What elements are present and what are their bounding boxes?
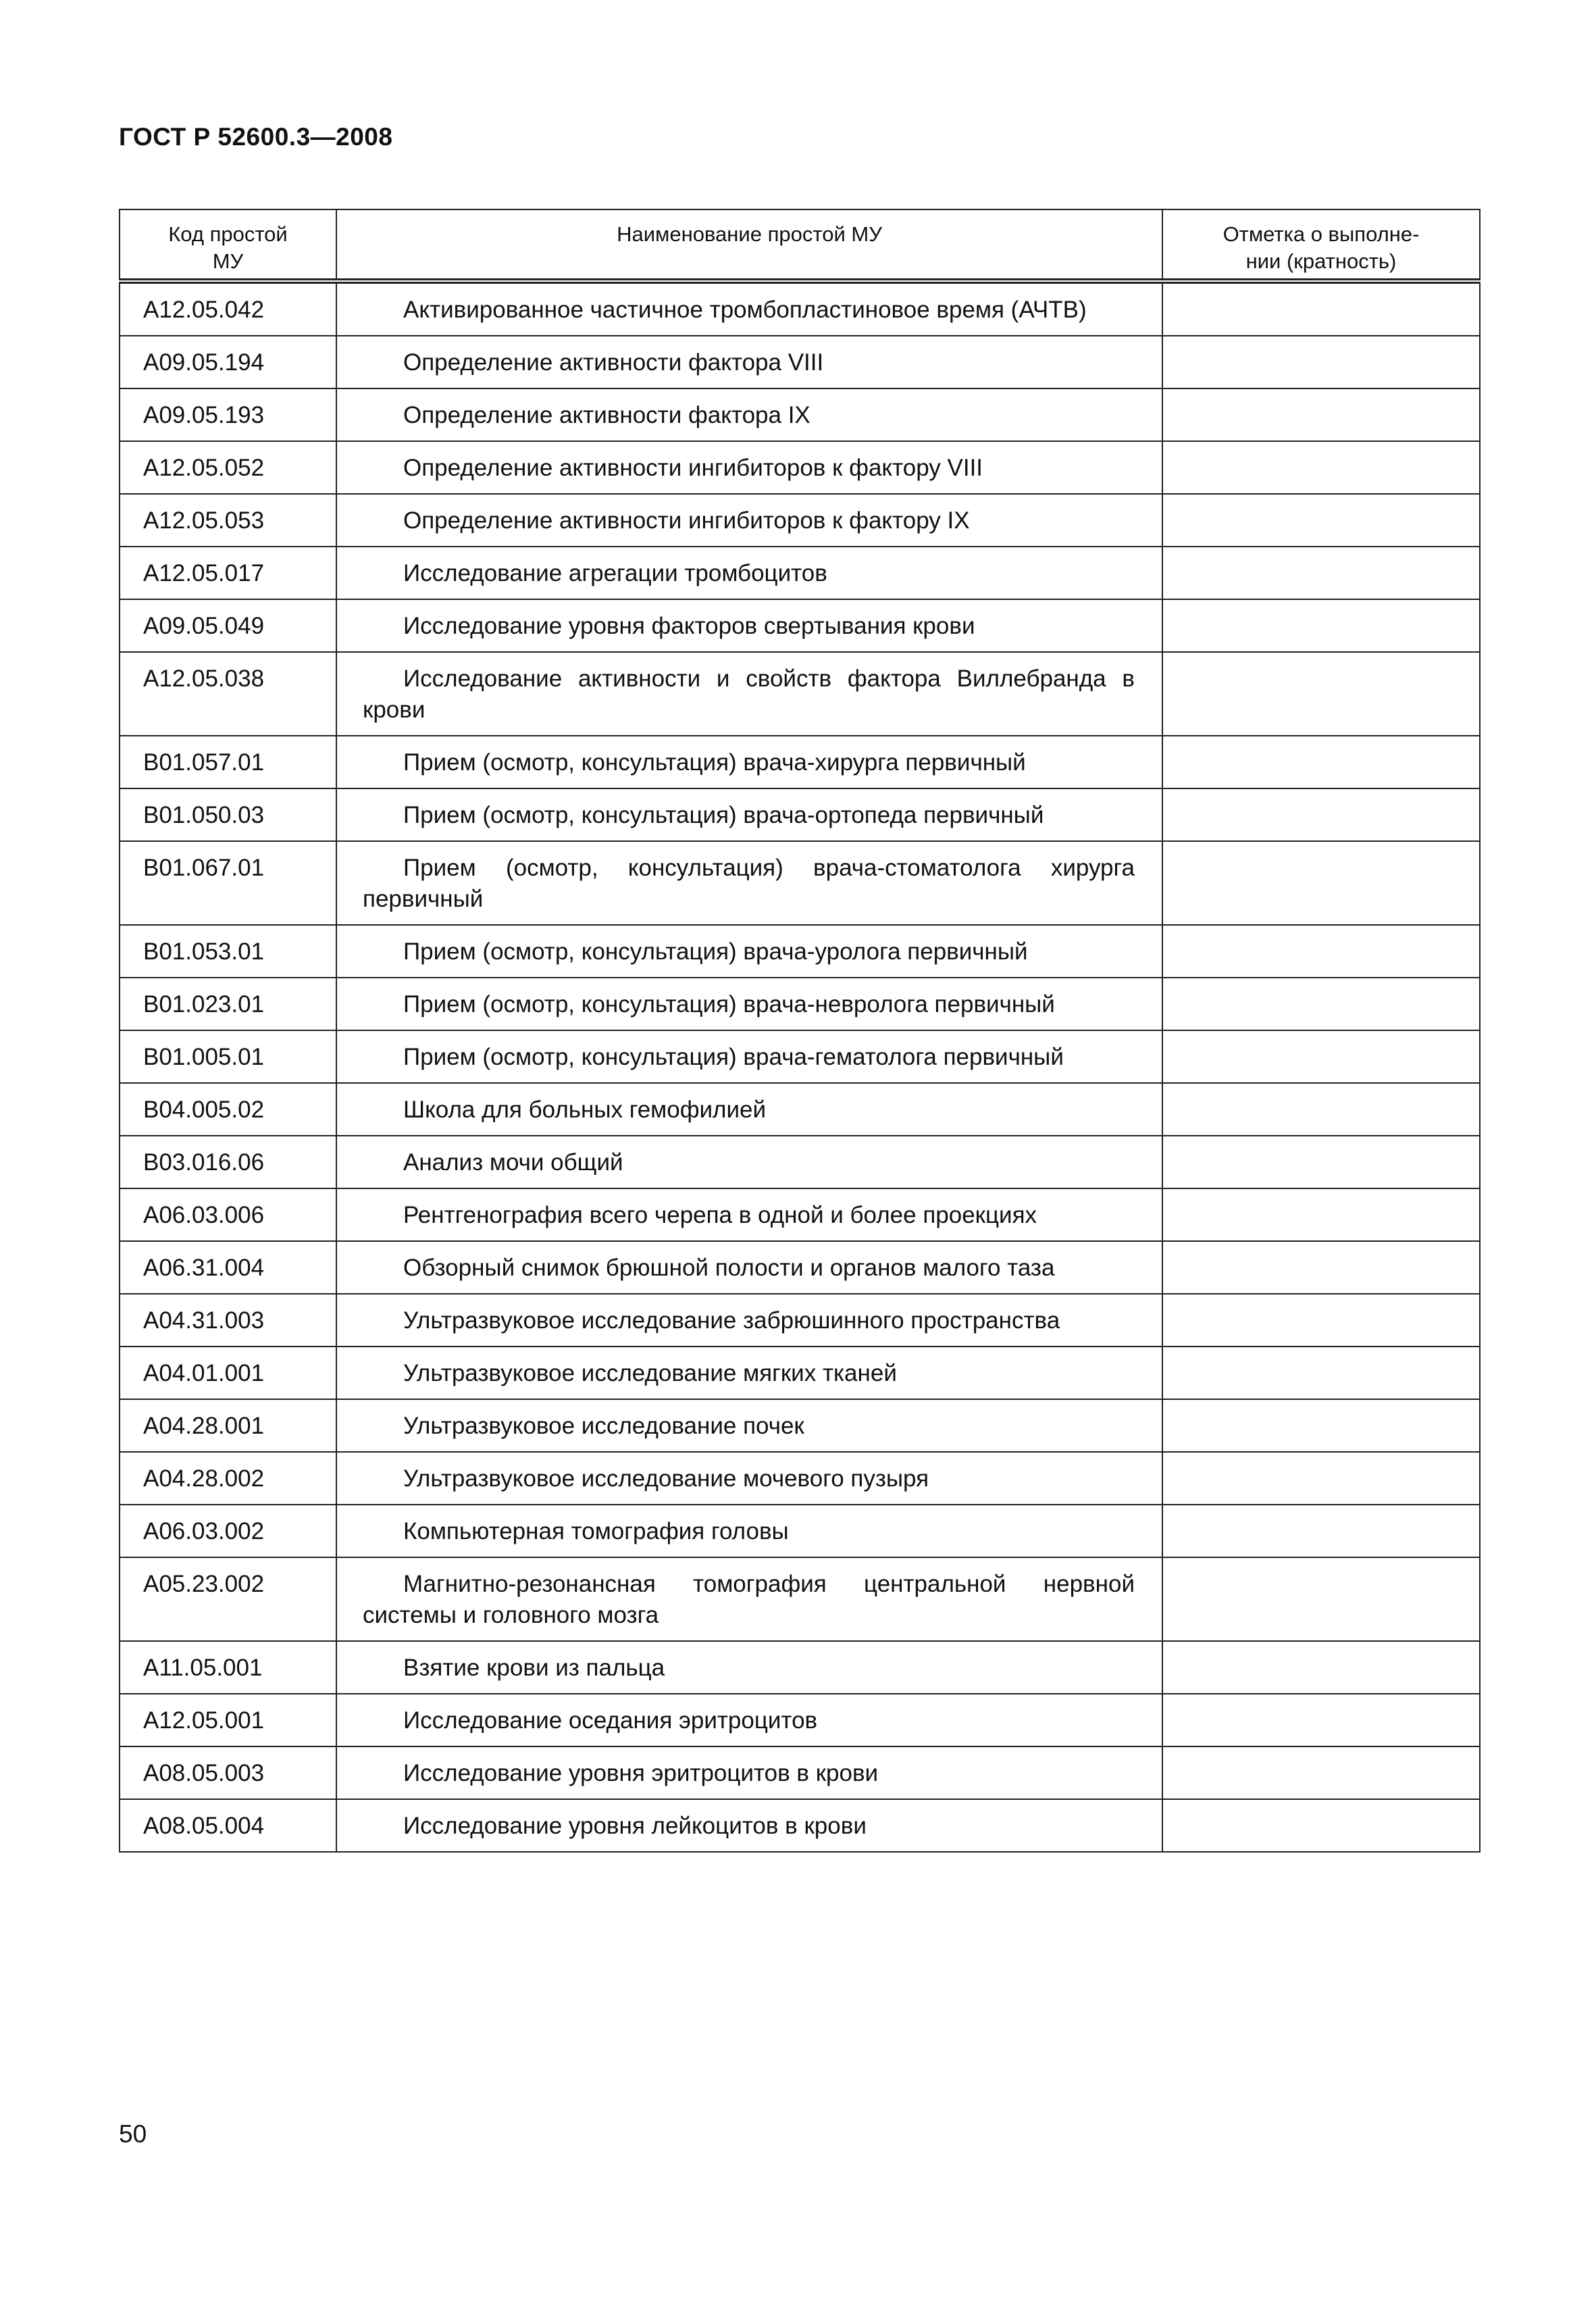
table-row: [120, 788, 1480, 841]
table-row: [120, 736, 1480, 788]
completion-mark-cell[interactable]: [1162, 1030, 1480, 1083]
service-code: А12.05.001: [120, 1694, 336, 1746]
service-code: А12.05.042: [120, 281, 336, 336]
service-name: Взятие крови из пальца: [336, 1641, 1162, 1694]
service-name: Исследование уровня эритроцитов в крови: [336, 1746, 1162, 1799]
completion-mark-cell[interactable]: [1162, 547, 1480, 599]
service-code: А06.03.006: [120, 1188, 336, 1241]
service-name: Определение активности фактора IX: [336, 388, 1162, 441]
service-code: А11.05.001: [120, 1641, 336, 1694]
service-code: А06.03.002: [120, 1505, 336, 1557]
service-name: Исследование оседания эритроцитов: [336, 1694, 1162, 1746]
table-row: [120, 388, 1480, 441]
completion-mark-cell[interactable]: [1162, 652, 1480, 736]
completion-mark-cell[interactable]: [1162, 1294, 1480, 1347]
table-row: [120, 1641, 1480, 1694]
service-code: А04.01.001: [120, 1347, 336, 1399]
completion-mark-cell[interactable]: [1162, 978, 1480, 1030]
completion-mark-cell[interactable]: [1162, 388, 1480, 441]
completion-mark-cell[interactable]: [1162, 1505, 1480, 1557]
completion-mark-cell[interactable]: [1162, 441, 1480, 494]
table-row: [120, 599, 1480, 652]
service-name: Обзорный снимок брюшной полости и органов малого таза: [336, 1241, 1162, 1294]
service-code: В01.023.01: [120, 978, 336, 1030]
table-row: [120, 1241, 1480, 1294]
service-name: Исследование активности и свойств фактора Виллебранда в крови: [336, 652, 1162, 736]
service-name: Рентгенография всего черепа в одной и более проекциях: [336, 1188, 1162, 1241]
service-name: Прием (осмотр, консультация) врача-гематолога первичный: [336, 1030, 1162, 1083]
service-code: А04.31.003: [120, 1294, 336, 1347]
service-name: Исследование уровня факторов свертывания крови: [336, 599, 1162, 652]
table-body: [120, 281, 1480, 1852]
completion-mark-cell[interactable]: [1162, 841, 1480, 925]
service-code: В01.005.01: [120, 1030, 336, 1083]
table-row: [120, 652, 1480, 736]
table-header-row: [120, 209, 1480, 281]
service-code: А08.05.003: [120, 1746, 336, 1799]
service-name: Магнитно-резонансная томография центральной нервной системы и головного мозга: [336, 1557, 1162, 1641]
column-header-code: Код простой МУ: [120, 209, 336, 281]
table-row: [120, 1746, 1480, 1799]
table-row: [120, 1694, 1480, 1746]
completion-mark-cell[interactable]: [1162, 1136, 1480, 1188]
completion-mark-cell[interactable]: [1162, 336, 1480, 388]
column-header-mark: Отметка о выполне-нии (кратность): [1162, 209, 1480, 281]
service-name: Ультразвуковое исследование мягких тканей: [336, 1347, 1162, 1399]
table-row: [120, 547, 1480, 599]
service-code: А12.05.052: [120, 441, 336, 494]
service-name: Школа для больных гемофилией: [336, 1083, 1162, 1136]
service-name: Прием (осмотр, консультация) врача-уролога первичный: [336, 925, 1162, 978]
service-code: А09.05.193: [120, 388, 336, 441]
table-row: [120, 441, 1480, 494]
service-code: А05.23.002: [120, 1557, 336, 1641]
table-row: [120, 1347, 1480, 1399]
service-name: Активированное частичное тромбопластиновое время (АЧТВ): [336, 281, 1162, 336]
table-row: [120, 1188, 1480, 1241]
service-name: Ультразвуковое исследование почек: [336, 1399, 1162, 1452]
table-row: [120, 1799, 1480, 1852]
completion-mark-cell[interactable]: [1162, 599, 1480, 652]
service-name: Определение активности фактора VIII: [336, 336, 1162, 388]
completion-mark-cell[interactable]: [1162, 925, 1480, 978]
table-row: [120, 925, 1480, 978]
service-code: В03.016.06: [120, 1136, 336, 1188]
service-name: Определение активности ингибиторов к фактору VIII: [336, 441, 1162, 494]
completion-mark-cell[interactable]: [1162, 1641, 1480, 1694]
table-row: [120, 841, 1480, 925]
service-name: Анализ мочи общий: [336, 1136, 1162, 1188]
service-name: Компьютерная томография головы: [336, 1505, 1162, 1557]
page-number: 50: [119, 2120, 147, 2148]
service-code: А09.05.049: [120, 599, 336, 652]
service-name: Прием (осмотр, консультация) врача-хирурга первичный: [336, 736, 1162, 788]
completion-mark-cell[interactable]: [1162, 1452, 1480, 1505]
completion-mark-cell[interactable]: [1162, 1799, 1480, 1852]
service-code: А09.05.194: [120, 336, 336, 388]
completion-mark-cell[interactable]: [1162, 1188, 1480, 1241]
table-row: [120, 978, 1480, 1030]
completion-mark-cell[interactable]: [1162, 1746, 1480, 1799]
service-code: В01.057.01: [120, 736, 336, 788]
service-code: А12.05.038: [120, 652, 336, 736]
table-row: [120, 1136, 1480, 1188]
service-name: Исследование агрегации тромбоцитов: [336, 547, 1162, 599]
service-name: Прием (осмотр, консультация) врача-невролога первичный: [336, 978, 1162, 1030]
service-code: В04.005.02: [120, 1083, 336, 1136]
document-header: ГОСТ Р 52600.3—2008: [119, 123, 393, 151]
service-name: Прием (осмотр, консультация) врача-стоматолога хирурга первичный: [336, 841, 1162, 925]
table-row: [120, 281, 1480, 336]
table-row: [120, 1505, 1480, 1557]
completion-mark-cell[interactable]: [1162, 1694, 1480, 1746]
table-row: [120, 1557, 1480, 1641]
table-row: [120, 1030, 1480, 1083]
service-code: В01.067.01: [120, 841, 336, 925]
service-name: Прием (осмотр, консультация) врача-ортопеда первичный: [336, 788, 1162, 841]
service-name: Определение активности ингибиторов к фактору IX: [336, 494, 1162, 547]
service-code: В01.050.03: [120, 788, 336, 841]
service-code: А12.05.017: [120, 547, 336, 599]
service-name: Ультразвуковое исследование забрюшинного пространства: [336, 1294, 1162, 1347]
table-row: [120, 336, 1480, 388]
completion-mark-cell[interactable]: [1162, 494, 1480, 547]
table-row: [120, 1399, 1480, 1452]
service-name: Исследование уровня лейкоцитов в крови: [336, 1799, 1162, 1852]
column-header-name: Наименование простой МУ: [336, 209, 1162, 281]
services-table: [119, 209, 1481, 1853]
table-row: [120, 1294, 1480, 1347]
completion-mark-cell[interactable]: [1162, 1557, 1480, 1641]
service-code: В01.053.01: [120, 925, 336, 978]
completion-mark-cell[interactable]: [1162, 1347, 1480, 1399]
completion-mark-cell[interactable]: [1162, 736, 1480, 788]
service-name: Ультразвуковое исследование мочевого пузыря: [336, 1452, 1162, 1505]
completion-mark-cell[interactable]: [1162, 1399, 1480, 1452]
completion-mark-cell[interactable]: [1162, 281, 1480, 336]
table-row: [120, 1083, 1480, 1136]
service-code: А12.05.053: [120, 494, 336, 547]
service-code: А06.31.004: [120, 1241, 336, 1294]
completion-mark-cell[interactable]: [1162, 1241, 1480, 1294]
service-code: А08.05.004: [120, 1799, 336, 1852]
completion-mark-cell[interactable]: [1162, 1083, 1480, 1136]
completion-mark-cell[interactable]: [1162, 788, 1480, 841]
table-row: [120, 494, 1480, 547]
service-code: А04.28.001: [120, 1399, 336, 1452]
service-code: А04.28.002: [120, 1452, 336, 1505]
table-row: [120, 1452, 1480, 1505]
